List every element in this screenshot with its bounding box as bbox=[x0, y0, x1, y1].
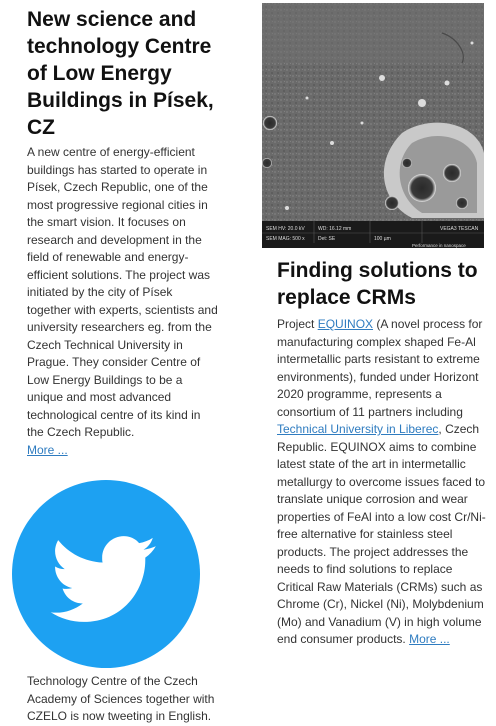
crms-body-intro: Project bbox=[277, 317, 318, 331]
article-body-low-energy-buildings bbox=[27, 144, 219, 459]
article-body-crms bbox=[277, 316, 487, 649]
twitter-logo[interactable] bbox=[12, 480, 200, 668]
sem-scale-label: 100 µm bbox=[374, 236, 391, 242]
twitter-announcement: Technology Centre of the Czech Academy of Sciences together with CZELO is now tweeting in English. bbox=[27, 674, 215, 723]
crms-body-rest: , Czech Republic. EQUINOX aims to combine latest state of the art in intermetallic metallurgy to overcome issues faced to translate unique corrosion and wear properties of FeAl into a low cost Cr/Ni-free alternative for stainless steel products. The project addresses the needs to find solutions to replace Critical Raw Materials (CRMs) such as Chrome (Cr), Nickel (Ni), Molybdenium (Mo) and Vanadium (V) in high volume end consumer products. bbox=[277, 422, 486, 646]
micrograph-graphic bbox=[262, 3, 484, 248]
crms-body-mid: (A novel process for manufacturing complex shaped Fe-Al intermetallic parts resistant to extreme environments), funded under Horizont 2020 programme, represents a consortium of 11 partners including bbox=[277, 317, 483, 419]
tul-link[interactable]: Technical University in Liberec bbox=[277, 422, 439, 436]
sem-micrograph-image[interactable] bbox=[262, 3, 484, 248]
more-link-low-energy[interactable]: More ... bbox=[27, 442, 68, 457]
twitter-bird-icon bbox=[12, 480, 200, 668]
article-title-low-energy-buildings: New science and technology Centre of Low Energy Buildings in Písek, CZ bbox=[27, 8, 214, 139]
right-article bbox=[262, 3, 487, 649]
article-body-text: A new centre of energy-efficient buildings has started to operate in Písek, Czech Republic, one of the most progressive regional cities in the smart vision. It focuses on research and development in the field of renewable and energy-efficient solutions. The project was initiated by the city of Písek together with experts, scientists and university researchers eg. from the Czech Technical University in Prague. They consider Centre of Low Energy Buildings to be a unique and most advanced technological centre of its kind in the Czech Republic. bbox=[27, 145, 218, 439]
sem-wd-label: WD: 16.12 mm bbox=[318, 226, 352, 232]
sem-det-label: Det: SE bbox=[318, 236, 336, 242]
left-article bbox=[27, 6, 227, 459]
equinox-link[interactable]: EQUINOX bbox=[317, 317, 374, 331]
sem-instrument-label: VEGA3 TESCAN bbox=[440, 226, 479, 232]
more-link-crms[interactable]: More ... bbox=[409, 632, 450, 646]
sem-mag-label: SEM MAG: 500 x bbox=[266, 236, 305, 242]
sem-caption: Performance in nanospace bbox=[412, 243, 466, 248]
sem-hv-label: SEM HV: 20.0 kV bbox=[266, 226, 305, 232]
article-title-crms: Finding solutions to replace CRMs bbox=[277, 259, 478, 309]
